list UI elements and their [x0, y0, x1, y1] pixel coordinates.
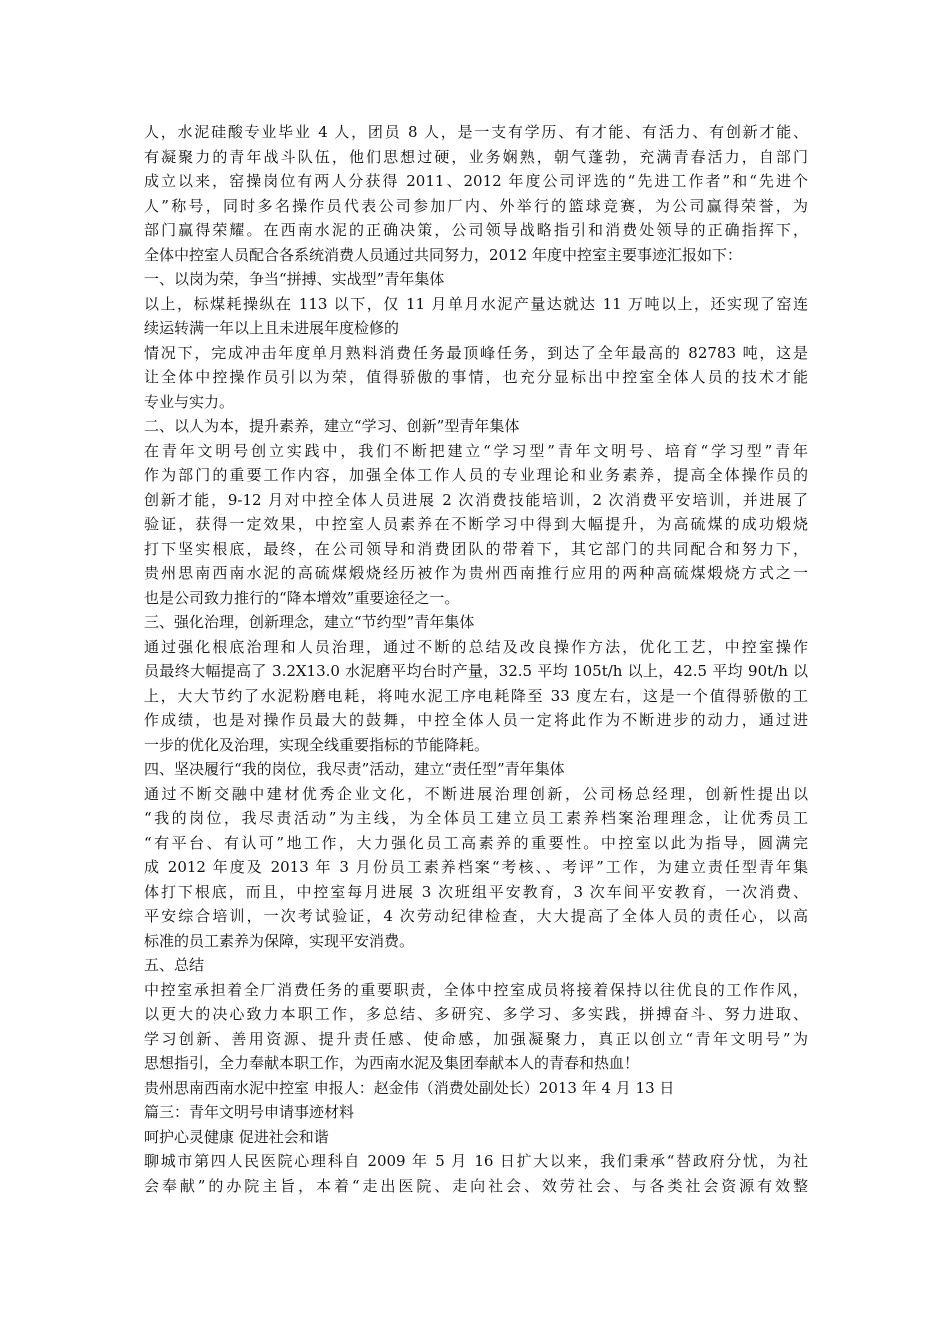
text-line: 上，大大节约了水泥粉磨电耗，将吨水泥工序电耗降至 33 度左右，这是一个值得骄傲的工 — [144, 686, 808, 705]
section-heading: 一、以岗为荣，争当“拼搏、实战型”青年集体 — [144, 270, 445, 288]
text-line: 以更大的决心致力本职工作，多总结、多研究、多学习、多实践，拼搏奋斗、努力进取、 — [144, 1005, 808, 1023]
text-line: 创新才能，9-12 月对中控全体人员进展 2 次消费技能培训，2 次消费平安培训，并进展了 — [144, 490, 808, 509]
document-page — [144, 120, 808, 1198]
text-line: 人”称号，同时多名操作员代表公司参加厂内、外举行的篮球竞赛，为公司赢得荣誉，为 — [144, 196, 808, 215]
text-line: 体打下根底，而且，中控室每月进展 3 次班组平安教育，3 次车间平安教育，一次消费、 — [144, 882, 808, 901]
section-heading: 二、以人为本，提升素养，建立“学习、创新”型青年集体 — [144, 417, 520, 435]
text-line: 思想指引，全力奉献本职工作，为西南水泥及集团奉献本人的青春和热血！ — [144, 1054, 640, 1072]
text-line: 贵州思南西南水泥的高硫煤煅烧经历被作为贵州西南推行应用的两种高硫煤煅烧方式之一 — [144, 564, 808, 582]
text-line: 在青年文明号创立实践中，我们不断把建立“学习型”青年文明号、培育“学习型”青年 — [144, 441, 808, 460]
text-line: 打下坚实根底，最终，在公司领导和消费团队的带着下，其它部门的共同配合和努力下， — [144, 539, 808, 558]
text-line: “我的岗位，我尽责活动”为主线，为全体员工建立员工素养档案治理理念，让优秀员工 — [144, 809, 808, 827]
text-line: 通过不断交融中建材优秀企业文化，不断进展治理创新，公司杨总经理，创新性提出以 — [144, 784, 808, 803]
text-line: 让全体中控操作员引以为荣，值得骄傲的事情，也充分显标出中控室全体人员的技术才能 — [144, 368, 808, 386]
chapter-title: 篇三：青年文明号申请事迹材料 — [144, 1103, 355, 1121]
text-line: 聊城市第四人民医院心理科自 2009 年 5 月 16 日扩大以来，我们秉承“替政府分忧，为社 — [144, 1152, 808, 1170]
text-line: 员最终大幅提高了 3.2X13.0 水泥磨平均台时产量，32.5 平均 105t/h 以上，42.5 平均 90t/h 以 — [144, 662, 808, 680]
text-line: 有凝聚力的青年战斗队伍，他们思想过硬，业务娴熟，朝气蓬勃，充满青春活力，自部门 — [144, 147, 808, 166]
text-line: 续运转满一年以上且未进展年度检修的 — [144, 319, 400, 337]
section-heading: 四、坚决履行“我的岗位，我尽责”活动，建立“责任型”青年集体 — [144, 760, 565, 778]
section-heading: 五、总结 — [144, 956, 205, 974]
text-line: 会奉献”的办院主旨，本着“走出医院、走向社会、效劳社会、与各类社会资源有效整 — [144, 1176, 808, 1195]
text-line: 学习创新、善用资源、提升责任感、使命感，加强凝聚力，真正以创立“青年文明号”为 — [144, 1029, 808, 1048]
text-line: 通过强化根底治理和人员治理，通过不断的总结及改良操作方法，优化工艺，中控室操作 — [144, 637, 808, 656]
text-line: “有平台、有认可”地工作，大力强化员工高素养的重要性。中控室以此为指导，圆满完 — [144, 833, 808, 852]
text-line: 一步的优化及治理，实现全线重要指标的节能降耗。 — [144, 735, 490, 754]
signature-line: 贵州思南西南水泥中控室 申报人：赵金伟（消费处副处长）2013 年 4 月 13 日 — [144, 1078, 675, 1097]
text-line: 平安综合培训，一次考试验证，4 次劳动纪律检查，大大提高了全体人员的责任心，以高 — [144, 907, 808, 925]
text-line: 中控室承担着全厂消费任务的重要职责，全体中控室成员将接着保持以往优良的工作作风， — [144, 980, 808, 999]
text-line: 部门赢得荣耀。在西南水泥的正确决策，公司领导战略指引和消费处领导的正确指挥下， — [144, 221, 808, 239]
section-heading: 三、强化治理，创新理念，建立“节约型”青年集体 — [144, 613, 475, 631]
text-line: 也是公司致力推行的“降本增效”重要途径之一。 — [144, 588, 460, 607]
text-line: 作成绩，也是对操作员最大的鼓舞，中控全体人员一定将此作为不断进步的动力，通过进 — [144, 711, 808, 729]
text-line: 全体中控室人员配合各系统消费人员通过共同努力，2012 年度中控室主要事迹汇报如下： — [144, 245, 742, 264]
text-line: 验证，获得一定效果，中控室人员素养在不断学习中得到大幅提升，为高硫煤的成功煅烧 — [144, 515, 808, 533]
text-line: 成 2012 年度及 2013 年 3 月份员工素养档案“考核、、考评”工作，为建立责任型青年集 — [144, 858, 808, 876]
text-line: 专业与实力。 — [144, 392, 235, 411]
text-line: 标准的员工素养为保障，实现平安消费。 — [144, 931, 415, 950]
section-heading: 呵护心灵健康 促进社会和谐 — [144, 1127, 329, 1146]
text-line: 以上，标煤耗操纵在 113 以下，仅 11 月单月水泥产量达就达 11 万吨以上，还实现了窑连 — [144, 294, 808, 313]
text-line: 人，水泥硅酸专业毕业 4 人，团员 8 人，是一支有学历、有才能、有活力、有创新才能、 — [144, 123, 808, 141]
text-line: 成立以来，窑操岗位有两人分获得 2011、2012 年度公司评选的“先进工作者”和“先进个 — [144, 172, 808, 190]
text-line: 作为部门的重要工作内容，加强全体工作人员的专业理论和业务素养，提高全体操作员的 — [144, 466, 808, 484]
text-line: 情况下，完成冲击年度单月熟料消费任务最顶峰任务，到达了全年最高的 82783 吨，这是 — [144, 343, 808, 362]
